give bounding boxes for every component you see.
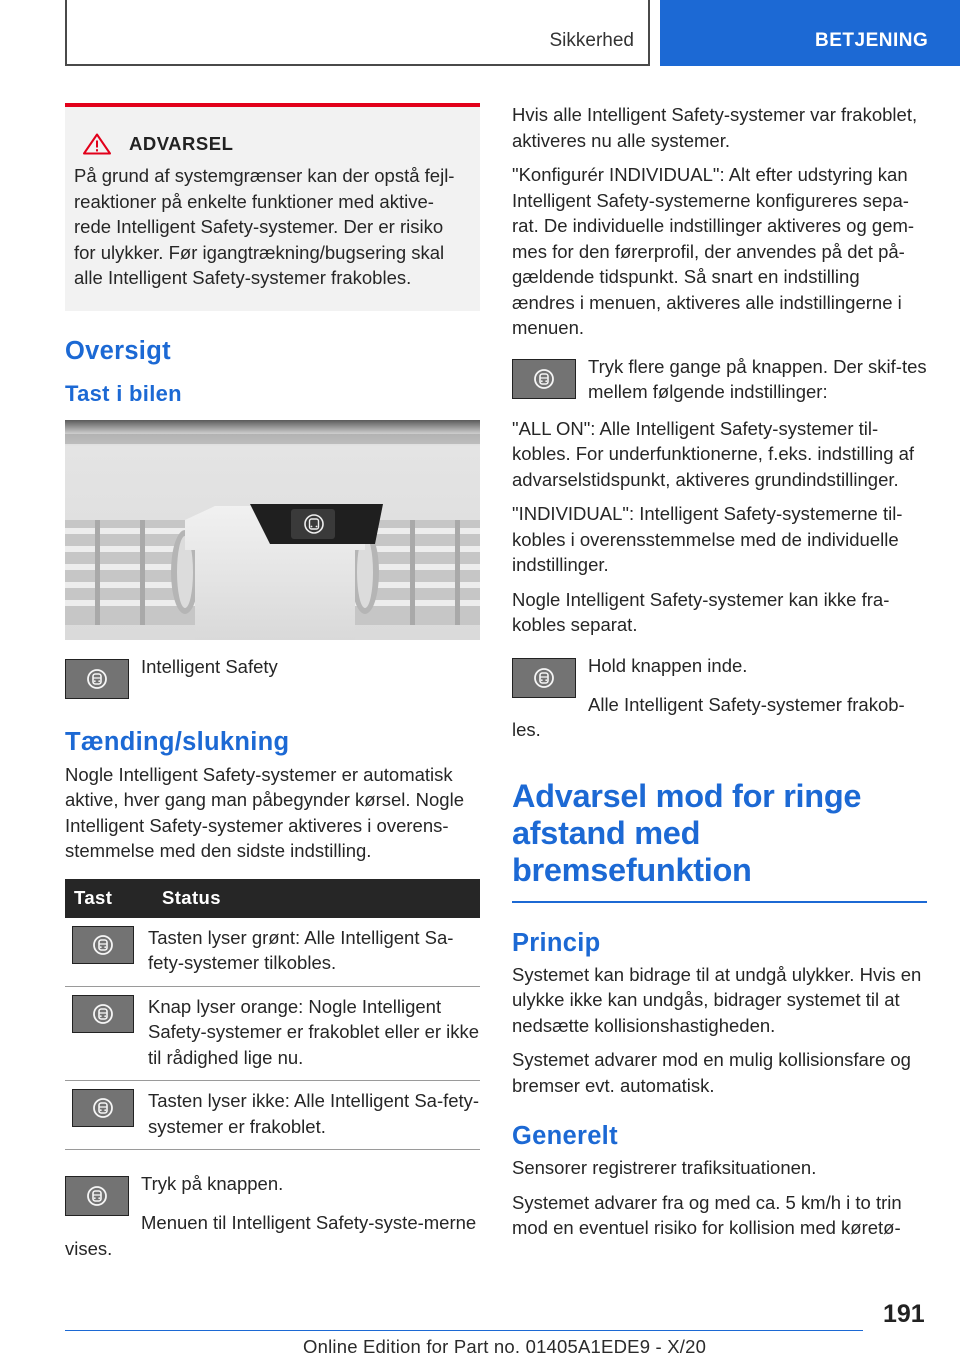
warning-text: På grund af systemgrænser kan der opstå fejl-reaktioner på enkelte funktioner med aktive-rede Intelligent Safety-systemer. Der er risiko for ulykker. Før igangtrækning/bugsering skal alle Intelligent Safety-systemer frakobles. bbox=[74, 165, 455, 288]
left-column bbox=[65, 103, 480, 1270]
section-heading-general: Generelt bbox=[512, 1122, 618, 1150]
button-caption: Intelligent Safety bbox=[141, 655, 278, 677]
paragraph-all-on: "ALL ON": Alle Intelligent Safety-systemer til-kobles. For underfunktionerne, f.eks. indstilling af advarselstidspunkt, aktiveres grundindstillinger. bbox=[512, 417, 915, 490]
heading-divider bbox=[512, 901, 927, 903]
subheading-key-in-car: Tast i bilen bbox=[65, 380, 182, 406]
press-instruction: Tryk på knappen. bbox=[141, 1173, 284, 1194]
table-row bbox=[65, 986, 480, 1081]
hold-instruction: Hold knappen inde. bbox=[588, 654, 748, 676]
header-section-box bbox=[65, 0, 650, 66]
table-cell-status: Tasten lyser grønt: Alle Intelligent Sa-fety-systemer tilkobles. bbox=[148, 918, 480, 987]
intelligent-safety-button bbox=[512, 359, 576, 399]
intelligent-safety-icon bbox=[92, 934, 114, 956]
header-chapter-tab: BETJENING bbox=[660, 0, 960, 66]
section-heading-principle: Princip bbox=[512, 928, 601, 957]
table-cell-status: Tasten lyser ikke: Alle Intelligent Sa-fety-systemer er frakoblet. bbox=[148, 1081, 480, 1150]
paragraph-individual: "INDIVIDUAL": Intelligent Safety-systemerne til-kobles i overensstemmelse med de individuelle indstillinger. bbox=[512, 503, 903, 575]
footer-edition: Online Edition for Part no. 01405A1EDE9 - X/20 bbox=[303, 1336, 707, 1357]
press-multiple-instruction: Tryk flere gange på knappen. Der skif-tes mellem følgende indstillinger: bbox=[588, 355, 927, 402]
status-table bbox=[65, 879, 480, 1151]
warning-box bbox=[65, 103, 480, 311]
chapter-heading-distance-warning: Advarsel mod for ringe afstand med bremsefunktion bbox=[512, 777, 862, 888]
table-header-status: Status bbox=[148, 879, 480, 918]
intelligent-safety-button bbox=[72, 926, 134, 964]
intelligent-safety-button bbox=[65, 659, 129, 699]
footer-divider bbox=[65, 1330, 863, 1331]
table-header-row bbox=[65, 879, 480, 918]
general-text-1: Sensorer registrerer trafiksituationen. bbox=[512, 1157, 817, 1178]
paragraph-not-separate: Nogle Intelligent Safety-systemer kan ikke fra-kobles separat. bbox=[512, 588, 890, 635]
warning-triangle-icon bbox=[82, 133, 112, 155]
principle-text-1: Systemet kan bidrage til at undgå ulykker. Hvis en ulykke ikke kan undgås, bidrager systemet til at nedsætte kollisionshastigheden. bbox=[512, 963, 922, 1036]
table-row bbox=[65, 918, 480, 987]
all-off-text: Alle Intelligent Safety-systemer frakob-les. bbox=[512, 693, 905, 740]
table-cell-status: Knap lyser orange: Nogle Intelligent Safety-systemer er frakoblet eller er ikke til rådighed lige nu. bbox=[148, 986, 480, 1081]
intelligent-safety-button bbox=[65, 1176, 129, 1216]
intelligent-safety-button bbox=[512, 658, 576, 698]
on-off-text: Nogle Intelligent Safety-systemer er automatisk aktive, hver gang man påbegynder kørsel. Nogle Intelligent Safety-systemer aktiveres i overens-stemmelse med den sidste indstilling. bbox=[65, 763, 464, 861]
warning-title: ADVARSEL bbox=[129, 133, 234, 154]
intelligent-safety-icon bbox=[86, 1185, 108, 1207]
table-row bbox=[65, 1081, 480, 1150]
intelligent-safety-icon bbox=[92, 1003, 114, 1025]
paragraph-reactivate: Hvis alle Intelligent Safety-systemer var frakoblet, aktiveres nu alle systemer. bbox=[512, 104, 918, 151]
section-heading-overview: Oversigt bbox=[65, 336, 171, 365]
table-header-key: Tast bbox=[65, 879, 148, 918]
menu-shown-text: Menuen til Intelligent Safety-syste-merne vises. bbox=[65, 1212, 477, 1259]
intelligent-safety-button bbox=[72, 995, 134, 1033]
right-column bbox=[512, 102, 927, 1250]
principle-text-2: Systemet advarer mod en mulig kollisionsfare og bremser evt. automatisk. bbox=[512, 1049, 911, 1096]
intelligent-safety-icon bbox=[86, 668, 108, 690]
intelligent-safety-icon bbox=[92, 1097, 114, 1119]
intelligent-safety-icon bbox=[533, 667, 555, 689]
section-heading-on-off: Tænding/slukning bbox=[65, 727, 290, 756]
header-section-title: Sikkerhed bbox=[549, 30, 634, 51]
page-number: 191 bbox=[883, 1300, 925, 1328]
intelligent-safety-button bbox=[72, 1089, 134, 1127]
general-text-2: Systemet advarer fra og med ca. 5 km/h i to trin mod en eventuel risiko for kollision med køretø- bbox=[512, 1191, 902, 1238]
intelligent-safety-icon bbox=[533, 368, 555, 390]
paragraph-configure: "Konfigurér INDIVIDUAL": Alt efter udstyring kan Intelligent Safety-systemerne konfigureres sepa-rat. De individuelle indstillinger aktiveres og gem-mes for den førerprofil, der anvendes på det på-gældende tidspunkt. Så snart en indstilling ændres i menuen, aktiveres alle indstillingerne i menuen. bbox=[512, 164, 915, 338]
car-dashboard-photo bbox=[65, 420, 480, 640]
